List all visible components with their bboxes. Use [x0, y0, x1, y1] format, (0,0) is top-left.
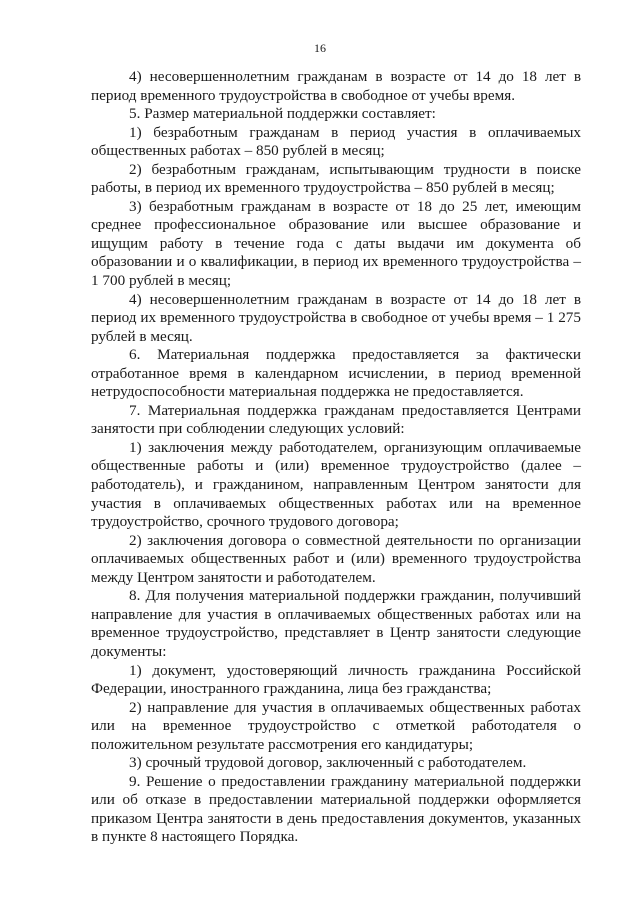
paragraph-item-4-minors: 4) несовершеннолетним гражданам в возрасте от 14 до 18 лет в период временного трудоустройства в свободное от учебы время.	[91, 68, 581, 104]
paragraph-5-item-3: 3) безработным гражданам в возрасте от 18 до 25 лет, имеющим среднее профессиональное образование или высшее образование и ищущим работу в течение года с даты выдачи им документа об образовании и о квалификации, в период их временного трудоустройства – 1 700 рублей в месяц;	[91, 197, 581, 290]
paragraph-5-item-2: 2) безработным гражданам, испытывающим трудности в поиске работы, в период их временного трудоустройства – 850 рублей в месяц;	[91, 160, 581, 197]
paragraph-5-item-1: 1) безработным гражданам в период участия в оплачиваемых общественных работах – 850 рублей в месяц;	[91, 123, 581, 160]
paragraph-5-support-amount: 5. Размер материальной поддержки составляет:	[129, 105, 436, 123]
page-number: 16	[314, 41, 326, 55]
document-body	[91, 68, 581, 847]
paragraph-7-item-2: 2) заключения договора о совместной деятельности по организации оплачиваемых общественных работ и (или) временного трудоустройства между Центром занятости и работодателем.	[91, 531, 581, 586]
paragraph-6: 6. Материальная поддержка предоставляется за фактически отработанное время в календарном исчислении, в период временной нетрудоспособности материальная поддержка не предоставляется.	[91, 346, 581, 401]
paragraph-5-item-4: 4) несовершеннолетним гражданам в возрасте от 14 до 18 лет в период их временного трудоустройства в свободное от учебы время – 1 275 рублей в месяц.	[91, 290, 581, 345]
paragraph-7-item-1: 1) заключения между работодателем, организующим оплачиваемые общественные работы и (или) временное трудоустройство (далее – работодатель), и гражданином, направленным Центром занятости для участия в оплачиваемых общественных работах или на временное трудоустройство, срочного трудового договора;	[91, 438, 581, 531]
paragraph-8-item-1: 1) документ, удостоверяющий личность гражданина Российской Федерации, иностранного гражданина, лица без гражданства;	[91, 661, 581, 698]
paragraph-8-item-2: 2) направление для участия в оплачиваемых общественных работах или на временное трудоустройство с отметкой работодателя о положительном результате рассмотрения его кандидатуры;	[91, 698, 581, 753]
paragraph-8: 8. Для получения материальной поддержки гражданин, получивший направление для участия в оплачиваемых общественных работах или на временное трудоустройство, представляет в Центр занятости следующие документы:	[91, 587, 581, 660]
paragraph-9: 9. Решение о предоставлении гражданину материальной поддержки или об отказе в предоставлении материальной поддержки оформляется приказом Центра занятости в день предоставления документов, указанных в пункте 8 настоящего Порядка.	[91, 772, 581, 846]
paragraph-8-item-3: 3) срочный трудовой договор, заключенный с работодателем.	[129, 754, 527, 772]
paragraph-7: 7. Материальная поддержка гражданам предоставляется Центрами занятости при соблюдении следующих условий:	[91, 401, 581, 438]
